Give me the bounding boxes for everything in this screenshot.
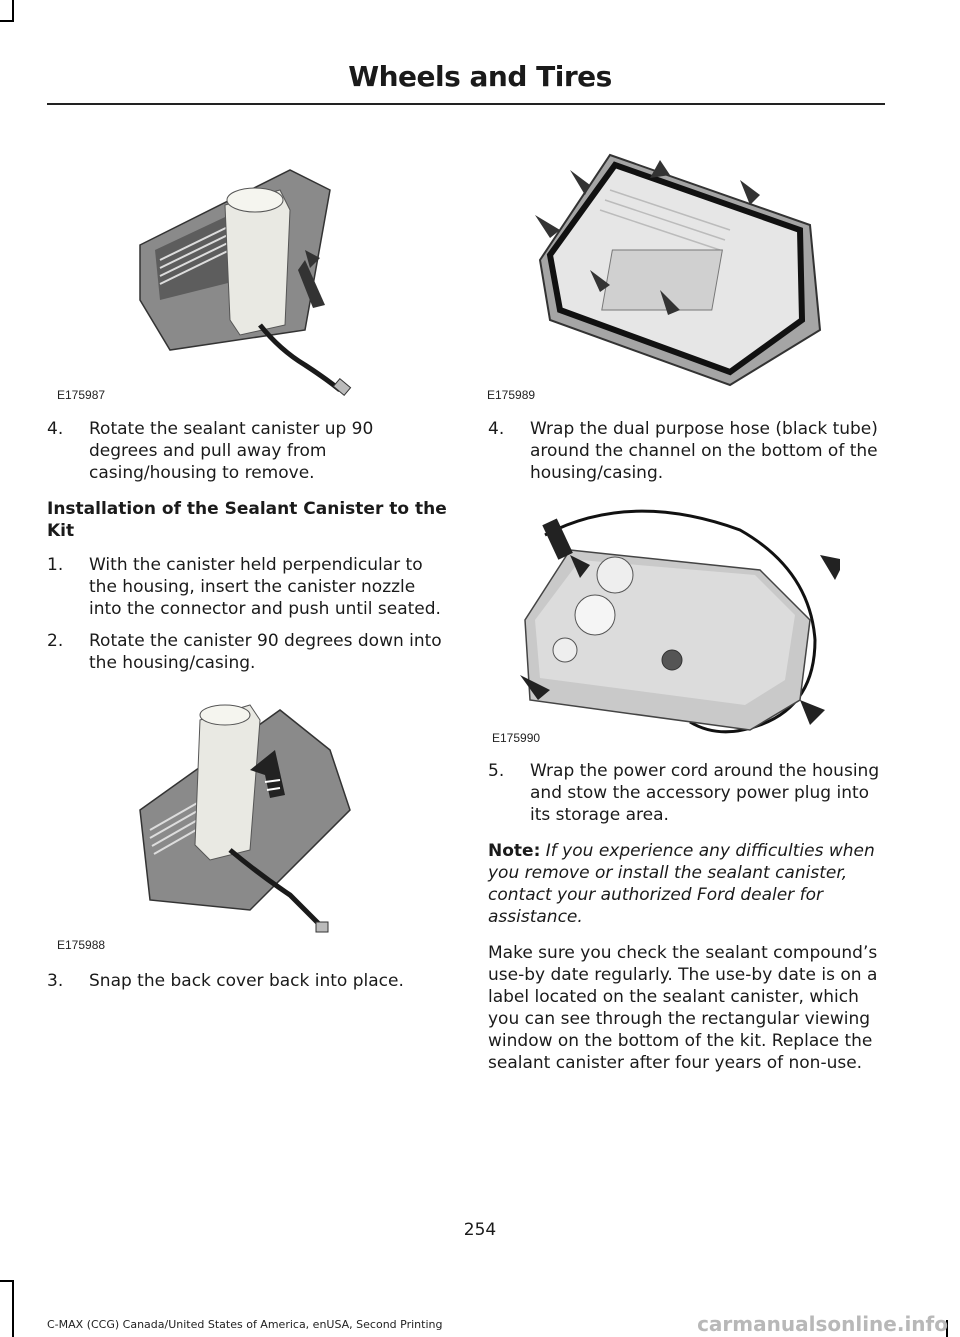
figure-code: E175987 xyxy=(57,388,106,402)
step-text: Wrap the power cord around the housing and stow the accessory power plug into its storage area. xyxy=(530,761,880,825)
figure-code: E175988 xyxy=(57,938,106,952)
figure-canister-remove xyxy=(57,150,370,402)
figure-code: E175989 xyxy=(487,388,536,402)
step-text: With the canister held perpendicular to the housing, insert the canister nozzle into the connector and push until seated. xyxy=(89,555,441,619)
step-item xyxy=(488,418,880,484)
canister-install-illustration xyxy=(130,700,370,950)
step-item xyxy=(47,418,447,484)
step-number: 4. xyxy=(488,419,505,439)
note xyxy=(488,840,882,928)
figure-code: E175990 xyxy=(492,731,541,745)
step-item xyxy=(47,630,447,674)
figure-canister-install xyxy=(57,700,370,952)
step-text: Snap the back cover back into place. xyxy=(89,971,404,991)
step-text: Wrap the dual purpose hose (black tube) around the channel on the bottom of the housing/casing. xyxy=(530,419,878,483)
step-number: 1. xyxy=(47,555,64,575)
figure-hose-wrap xyxy=(492,500,840,745)
right-lower-block xyxy=(488,760,882,1074)
step-text: Rotate the sealant canister up 90 degrees and pull away from casing/housing to remove. xyxy=(89,419,374,483)
header-rule xyxy=(47,103,885,105)
crop-mark xyxy=(0,1280,14,1282)
step-number: 3. xyxy=(47,971,64,991)
body-paragraph: Make sure you check the sealant compound’s use-by date regularly. The use-by date is on a label located on the sealant canister, which you can see through the rectangular viewing window on the bottom of the kit. Replace the sealant canister after four years of non-use. xyxy=(488,943,878,1073)
canister-remove-illustration xyxy=(130,150,370,400)
watermark: carmanualsonline.info xyxy=(697,1312,948,1336)
page-title: Wheels and Tires xyxy=(348,60,612,93)
note-text: If you experience any difficulties when you remove or install the sealant canister, contact your authorized Ford dealer for assistance. xyxy=(488,841,875,927)
step-number: 5. xyxy=(488,761,505,781)
crop-mark xyxy=(12,0,14,22)
left-step-3-block xyxy=(47,970,447,1002)
right-step-4-block xyxy=(488,418,880,494)
footer-text: C-MAX (CCG) Canada/United States of America, enUSA, Second Printing xyxy=(47,1318,443,1331)
step-number: 2. xyxy=(47,631,64,651)
crop-mark xyxy=(12,1280,14,1337)
hose-wrap-illustration xyxy=(510,500,840,740)
section-heading: Installation of the Sealant Canister to the Kit xyxy=(47,499,447,541)
step-item xyxy=(47,554,447,620)
figure-kit-bottom xyxy=(487,150,830,402)
crop-mark xyxy=(0,20,14,22)
page-number: 254 xyxy=(463,1220,497,1240)
left-step-4-block xyxy=(47,418,447,684)
step-item xyxy=(488,760,882,826)
kit-bottom-illustration xyxy=(530,150,830,390)
step-item xyxy=(47,970,447,992)
step-number: 4. xyxy=(47,419,64,439)
step-text: Rotate the canister 90 degrees down into the housing/casing. xyxy=(89,631,442,673)
note-label: Note: xyxy=(488,841,541,861)
